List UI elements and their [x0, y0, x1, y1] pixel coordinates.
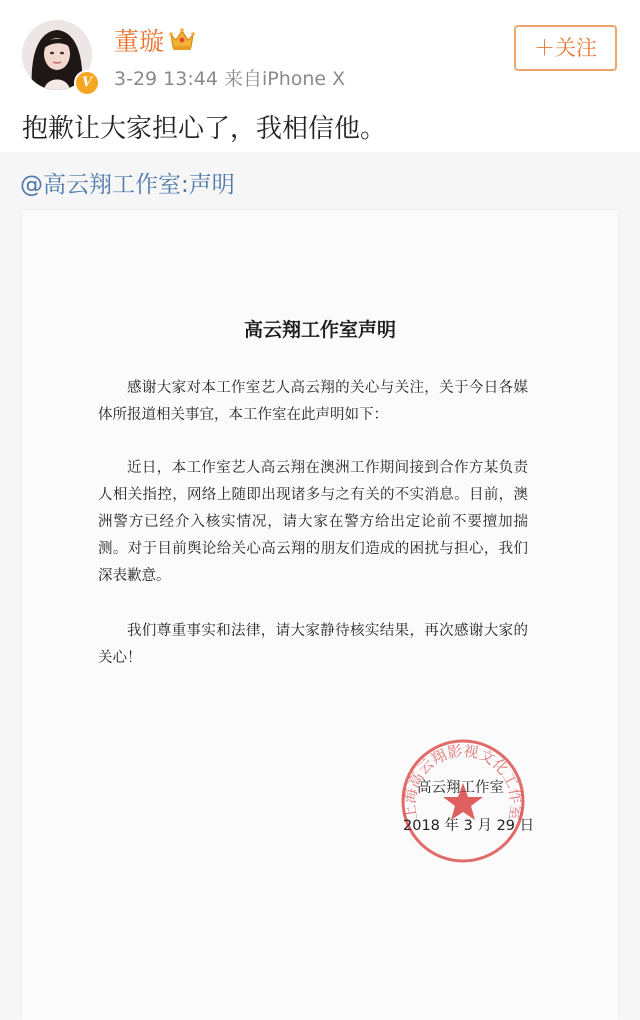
follow-button[interactable]: ＋关注	[514, 25, 617, 71]
document-date: 2018 年 3 月 29 日	[403, 818, 535, 834]
document-paragraph-2: 近日，本工作室艺人高云翔在澳洲工作期间接到合作方某负责人相关指控，网络上随即出现诸多与之有关的不实消息。目前，澳洲警方已经介入核实情况，请大家在警方给出定论前不要擅加揣测。对于目前舆论给关心高云翔的朋友们造成的困扰与担心，我们深表歉意。	[98, 460, 528, 584]
official-seal	[398, 736, 528, 866]
verified-badge: V	[74, 70, 100, 96]
document-paragraph-1: 感谢大家对本工作室艺人高云翔的关心与关注，关于今日各媒体所报道相关事宜，本工作室在此声明如下：	[98, 380, 528, 423]
post-text: 抱歉让大家担心了，我相信他。	[22, 114, 387, 144]
seal-text: 上海高云翔影视文化工作室	[400, 741, 526, 822]
repost-author-link[interactable]: @高云翔工作室:声明	[20, 172, 235, 198]
document-paragraph-3: 我们尊重事实和法律，请大家静待核实结果，再次感谢大家的关心！	[98, 623, 528, 666]
document-signature: 高云翔工作室	[417, 780, 504, 796]
document-title: 高云翔工作室声明	[243, 319, 396, 341]
crown-icon	[168, 26, 196, 52]
username[interactable]: 董璇	[114, 27, 165, 56]
post-meta: 3-29 13:44 来自iPhone X	[114, 68, 346, 90]
post-header	[0, 0, 640, 100]
